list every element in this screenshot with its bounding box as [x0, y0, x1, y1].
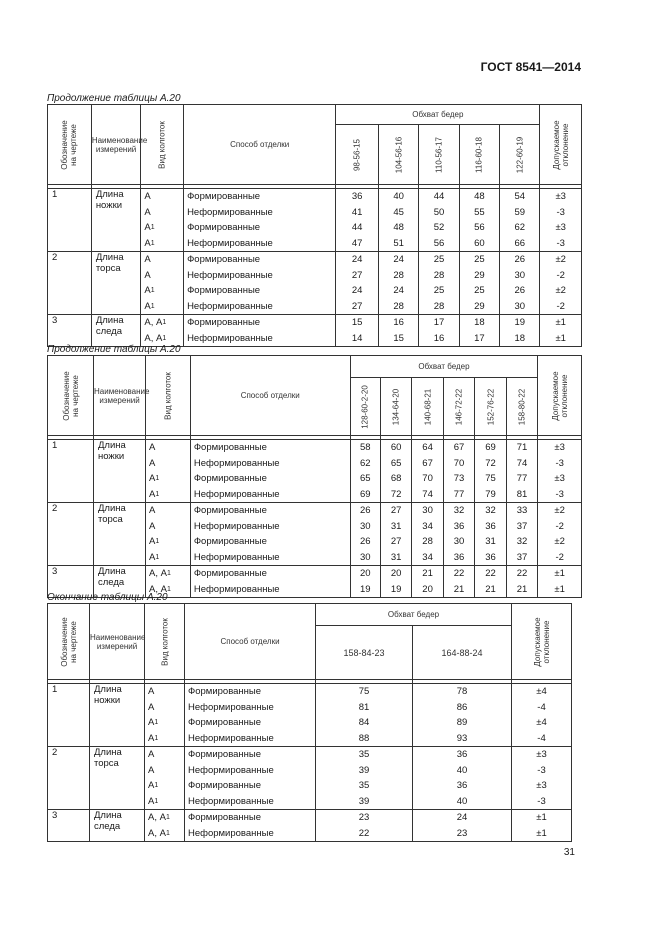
size-value: 23	[358, 812, 370, 824]
size-value: 29	[474, 269, 485, 281]
row-number: 1	[48, 684, 90, 747]
size-header: 164-88-24	[413, 626, 512, 680]
table-row	[48, 503, 582, 566]
hose-type: А 1	[148, 780, 159, 792]
finishing-method: Неформированные	[188, 795, 274, 807]
tolerance-value: ±2	[554, 536, 565, 548]
size-value: 20	[390, 568, 402, 580]
finishing-method: Формированные	[188, 749, 262, 761]
size-value: 72	[390, 488, 402, 500]
tolerance-value: ±2	[554, 505, 565, 517]
size-value: 28	[393, 300, 404, 312]
tolerance-header: Допускаемое отклонение	[540, 105, 582, 185]
size-value: 22	[485, 568, 496, 580]
tolerance-value: ±3	[536, 780, 547, 792]
hose-type: А, А 1	[144, 317, 167, 329]
size-value: 39	[358, 795, 370, 807]
tolerance-value: -4	[537, 701, 546, 713]
measurement-header: Наименование измерений	[91, 105, 141, 185]
size-value: 17	[433, 317, 445, 329]
table-row	[48, 252, 582, 315]
size-value: 27	[390, 505, 402, 517]
size-value: 81	[516, 488, 528, 500]
size-value: 29	[474, 300, 485, 312]
size-value: 93	[456, 732, 468, 744]
tolerance-value: ±2	[555, 254, 566, 266]
size-value: 19	[390, 583, 402, 595]
tolerance-value: ±2	[555, 285, 566, 297]
finishing-method: Формированные	[193, 536, 267, 548]
size-value: 22	[453, 568, 465, 580]
finishing-method: Неформированные	[187, 269, 273, 281]
size-value: 86	[456, 701, 468, 713]
tolerance-value: -3	[537, 795, 546, 807]
finishing-method: Формированные	[187, 285, 261, 297]
size-value: 73	[453, 473, 465, 485]
hose-type-header: Вид колготок	[146, 356, 191, 436]
size-value: 62	[359, 457, 371, 469]
size-value: 77	[516, 473, 528, 485]
size-value: 24	[456, 812, 468, 824]
row-number: 3	[48, 810, 90, 842]
hose-type: А	[148, 749, 155, 761]
header-row	[48, 604, 572, 626]
finishing-method: Неформированные	[193, 583, 280, 595]
tolerance-value: -2	[555, 520, 564, 532]
finishing-method: Формированные	[193, 568, 267, 580]
size-value: 32	[453, 505, 465, 517]
size-value: 50	[433, 206, 445, 218]
finishing-method: Неформированные	[188, 732, 274, 744]
size-value: 30	[514, 300, 526, 312]
finishing-method: Неформированные	[187, 206, 273, 218]
hose-type: А	[144, 206, 151, 218]
size-value: 48	[474, 191, 485, 203]
table-row	[48, 747, 572, 810]
size-value: 25	[474, 254, 485, 266]
hose-type: А, А 1	[144, 332, 167, 344]
finishing-header: Способ отделки	[190, 356, 350, 436]
table-row	[48, 189, 582, 252]
size-value: 27	[351, 269, 363, 281]
size-value: 26	[514, 254, 526, 266]
tolerance-value: -3	[537, 764, 546, 776]
tolerance-value: ±3	[555, 222, 566, 234]
size-value: 14	[351, 332, 363, 344]
size-value: 22	[358, 827, 370, 839]
tolerance-value: -3	[555, 488, 564, 500]
size-value: 40	[456, 795, 468, 807]
tolerance-value: ±1	[554, 583, 565, 595]
hose-type: А 1	[144, 237, 155, 249]
row-number: 2	[48, 747, 90, 810]
size-value: 44	[351, 222, 363, 234]
size-value: 79	[485, 488, 496, 500]
size-header: 110-56-17	[419, 125, 459, 185]
size-value: 60	[474, 237, 485, 249]
hose-type: А 1	[149, 536, 160, 548]
table-caption: Продолжение таблицы А.20	[47, 344, 181, 355]
tolerance-value: ±4	[536, 717, 547, 729]
size-value: 26	[514, 285, 526, 297]
size-value: 72	[485, 457, 496, 469]
size-value: 28	[422, 536, 433, 548]
size-value: 16	[433, 332, 445, 344]
finishing-method: Неформированные	[187, 237, 273, 249]
size-value: 17	[474, 332, 485, 344]
size-value: 65	[390, 457, 402, 469]
size-value: 66	[514, 237, 526, 249]
size-value: 25	[433, 285, 445, 297]
size-value: 18	[474, 317, 485, 329]
size-value: 56	[474, 222, 485, 234]
hose-type: А, А 1	[148, 827, 170, 839]
size-value: 88	[358, 732, 370, 744]
size-value: 39	[358, 764, 370, 776]
size-value: 59	[514, 206, 526, 218]
size-value: 30	[514, 269, 526, 281]
size-value: 44	[433, 191, 445, 203]
measurement-header: Наименование измерений	[94, 356, 146, 436]
hose-type: А	[148, 764, 155, 776]
size-value: 75	[485, 473, 496, 485]
finishing-method: Формированные	[188, 686, 262, 698]
size-value: 60	[390, 442, 402, 454]
size-value: 30	[359, 520, 371, 532]
size-value: 37	[516, 551, 528, 563]
finishing-method: Формированные	[193, 442, 267, 454]
size-value: 81	[358, 701, 370, 713]
hose-type-header: Вид колготок	[145, 604, 185, 680]
data-table	[47, 104, 582, 347]
measurement-name: Длина ножки	[91, 189, 141, 252]
size-value: 54	[514, 191, 526, 203]
size-value: 23	[456, 827, 468, 839]
hose-type: А	[148, 686, 155, 698]
finishing-method: Формированные	[187, 254, 261, 266]
measurement-name: Длина следа	[94, 566, 146, 598]
hose-type: А	[144, 254, 151, 266]
size-value: 32	[516, 536, 528, 548]
finishing-method: Формированные	[188, 717, 262, 729]
finishing-method: Неформированные	[188, 827, 274, 839]
size-value: 31	[390, 551, 402, 563]
hose-type: А 1	[149, 473, 160, 485]
size-value: 69	[485, 442, 496, 454]
row-number: 3	[48, 566, 94, 598]
measurement-name: Длина следа	[91, 315, 141, 347]
size-value: 51	[393, 237, 404, 249]
tolerance-value: ±1	[536, 827, 547, 839]
tolerance-value: -3	[556, 237, 565, 249]
finishing-method: Неформированные	[187, 300, 273, 312]
size-value: 36	[351, 191, 363, 203]
size-header: 146-72-22	[443, 378, 474, 436]
size-value: 21	[516, 583, 528, 595]
size-value: 35	[358, 780, 370, 792]
finishing-method: Формированные	[187, 222, 261, 234]
size-header: 140-68-21	[412, 378, 443, 436]
table-row	[48, 684, 572, 747]
hose-type: А	[149, 520, 156, 532]
data-table	[47, 355, 582, 598]
tolerance-header: Допускаемое отклонение	[538, 356, 582, 436]
tolerance-value: ±3	[536, 749, 547, 761]
table-caption: Продолжение таблицы А.20	[47, 93, 181, 104]
size-value: 34	[422, 551, 433, 563]
header-row	[48, 356, 582, 378]
finishing-method: Формированные	[187, 317, 261, 329]
size-value: 62	[514, 222, 526, 234]
measurement-name: Длина торса	[94, 503, 146, 566]
size-header: 152-76-22	[475, 378, 506, 436]
measurement-name: Длина ножки	[94, 440, 146, 503]
size-header: 98-56-15	[336, 125, 379, 185]
row-number: 1	[48, 189, 92, 252]
size-value: 36	[453, 551, 465, 563]
size-value: 32	[485, 505, 496, 517]
hose-type: А, А 1	[149, 568, 171, 580]
size-value: 18	[514, 332, 526, 344]
size-value: 19	[359, 583, 371, 595]
size-value: 70	[453, 457, 465, 469]
size-value: 89	[456, 717, 468, 729]
size-header: 158-84-23	[316, 626, 413, 680]
size-header: 116-60-18	[459, 125, 499, 185]
size-value: 84	[358, 717, 370, 729]
size-value: 27	[390, 536, 402, 548]
row-number: 1	[48, 440, 94, 503]
size-value: 69	[359, 488, 371, 500]
size-header: 134-64-20	[380, 378, 411, 436]
finishing-method: Неформированные	[193, 488, 280, 500]
size-value: 28	[393, 269, 404, 281]
size-value: 36	[453, 520, 465, 532]
designation-header: Обозначение на чертеже	[48, 604, 90, 680]
finishing-method: Неформированные	[193, 551, 280, 563]
size-value: 68	[390, 473, 402, 485]
measurement-header: Наименование измерений	[90, 604, 145, 680]
measurement-name: Длина ножки	[90, 684, 145, 747]
hose-type: А 1	[148, 795, 159, 807]
tolerance-value: ±3	[554, 473, 565, 485]
size-value: 25	[433, 254, 445, 266]
hose-type-header: Вид колготок	[141, 105, 184, 185]
tolerance-value: -4	[537, 732, 546, 744]
size-value: 31	[390, 520, 402, 532]
row-number: 2	[48, 503, 94, 566]
size-value: 36	[456, 780, 468, 792]
finishing-method: Неформированные	[193, 520, 280, 532]
hose-type: А	[149, 457, 156, 469]
size-value: 52	[433, 222, 445, 234]
size-header: 128-60-2-20	[350, 378, 380, 436]
size-value: 15	[351, 317, 363, 329]
size-value: 74	[516, 457, 528, 469]
size-value: 33	[516, 505, 528, 517]
size-header: 158-80-22	[506, 378, 538, 436]
size-value: 70	[422, 473, 433, 485]
tolerance-value: ±3	[554, 442, 565, 454]
size-value: 35	[358, 749, 370, 761]
size-value: 64	[422, 442, 433, 454]
size-value: 67	[453, 442, 465, 454]
size-header: 104-56-16	[378, 125, 418, 185]
hose-type: А 1	[144, 285, 155, 297]
hose-type: А, А 1	[149, 583, 171, 595]
size-value: 41	[351, 206, 363, 218]
hose-type: А 1	[149, 488, 160, 500]
finishing-method: Неформированные	[188, 701, 274, 713]
size-value: 36	[485, 520, 496, 532]
hose-type: А	[149, 442, 156, 454]
size-value: 48	[393, 222, 404, 234]
table-row	[48, 440, 582, 503]
finishing-method: Формированные	[188, 780, 262, 792]
hose-type: А 1	[148, 717, 159, 729]
size-value: 36	[456, 749, 468, 761]
size-value: 28	[433, 269, 445, 281]
size-value: 75	[358, 686, 370, 698]
hose-type: А	[148, 701, 155, 713]
hose-type: А	[144, 269, 151, 281]
finishing-method: Неформированные	[193, 457, 280, 469]
hose-type: А 1	[144, 300, 155, 312]
finishing-method: Формированные	[187, 191, 261, 203]
tolerance-value: -2	[556, 269, 565, 281]
table-row	[48, 315, 582, 347]
table-row	[48, 810, 572, 842]
size-value: 45	[393, 206, 404, 218]
size-value: 20	[422, 583, 433, 595]
finishing-method: Формированные	[193, 505, 267, 517]
size-value: 71	[516, 442, 528, 454]
measurement-name: Длина торса	[90, 747, 145, 810]
row-number: 2	[48, 252, 92, 315]
size-value: 16	[393, 317, 404, 329]
size-value: 21	[453, 583, 465, 595]
size-value: 15	[393, 332, 404, 344]
tolerance-value: -2	[556, 300, 565, 312]
tolerance-value: ±1	[536, 812, 547, 824]
data-table	[47, 603, 572, 842]
size-value: 24	[351, 254, 363, 266]
tolerance-value: -2	[555, 551, 564, 563]
size-value: 56	[433, 237, 445, 249]
finishing-method: Формированные	[193, 473, 267, 485]
size-value: 28	[433, 300, 445, 312]
tolerance-value: ±1	[554, 568, 565, 580]
hose-type: А	[149, 505, 156, 517]
size-value: 21	[485, 583, 496, 595]
size-value: 30	[422, 505, 433, 517]
size-value: 40	[456, 764, 468, 776]
tolerance-value: -3	[556, 206, 565, 218]
tolerance-header: Допускаемое отклонение	[512, 604, 572, 680]
size-value: 65	[359, 473, 371, 485]
hip-girth-header: Обхват бедер	[316, 604, 512, 626]
page-number: 31	[563, 847, 575, 858]
size-value: 31	[485, 536, 496, 548]
size-value: 27	[351, 300, 363, 312]
size-value: 58	[359, 442, 371, 454]
finishing-method: Неформированные	[188, 764, 274, 776]
size-value: 74	[422, 488, 433, 500]
size-value: 40	[393, 191, 404, 203]
size-value: 22	[516, 568, 528, 580]
tolerance-value: ±1	[555, 317, 566, 329]
size-value: 24	[393, 254, 404, 266]
size-value: 30	[359, 551, 371, 563]
size-value: 55	[474, 206, 485, 218]
tolerance-value: ±1	[555, 332, 566, 344]
tolerance-value: ±3	[555, 191, 566, 203]
document-id: ГОСТ 8541—2014	[480, 60, 581, 74]
row-number: 3	[48, 315, 92, 347]
finishing-method: Формированные	[188, 812, 262, 824]
size-value: 78	[456, 686, 468, 698]
finishing-header: Способ отделки	[185, 604, 316, 680]
designation-header: Обозначение на чертеже	[48, 356, 94, 436]
size-value: 30	[453, 536, 465, 548]
size-value: 77	[453, 488, 465, 500]
header-row	[48, 105, 582, 125]
size-value: 24	[351, 285, 363, 297]
measurement-name: Длина торса	[91, 252, 141, 315]
size-value: 37	[516, 520, 528, 532]
size-value: 67	[422, 457, 433, 469]
measurement-name: Длина следа	[90, 810, 145, 842]
hose-type: А 1	[144, 222, 155, 234]
table-caption: Окончание таблицы А.20	[47, 592, 168, 603]
hose-type: А	[144, 191, 151, 203]
finishing-header: Способ отделки	[184, 105, 336, 185]
size-value: 24	[393, 285, 404, 297]
tolerance-value: ±4	[536, 686, 547, 698]
tolerance-value: -3	[555, 457, 564, 469]
hose-type: А 1	[149, 551, 160, 563]
size-header: 122-60-19	[500, 125, 540, 185]
size-value: 25	[474, 285, 485, 297]
finishing-method: Неформированные	[187, 332, 273, 344]
hip-girth-header: Обхват бедер	[336, 105, 540, 125]
hose-type: А, А 1	[148, 812, 170, 824]
size-value: 20	[359, 568, 371, 580]
designation-header: Обозначение на чертеже	[48, 105, 92, 185]
size-value: 26	[359, 505, 371, 517]
hose-type: А 1	[148, 732, 159, 744]
size-value: 34	[422, 520, 433, 532]
size-value: 19	[514, 317, 526, 329]
size-value: 36	[485, 551, 496, 563]
hip-girth-header: Обхват бедер	[350, 356, 538, 378]
size-value: 47	[351, 237, 363, 249]
size-value: 21	[422, 568, 433, 580]
size-value: 26	[359, 536, 371, 548]
